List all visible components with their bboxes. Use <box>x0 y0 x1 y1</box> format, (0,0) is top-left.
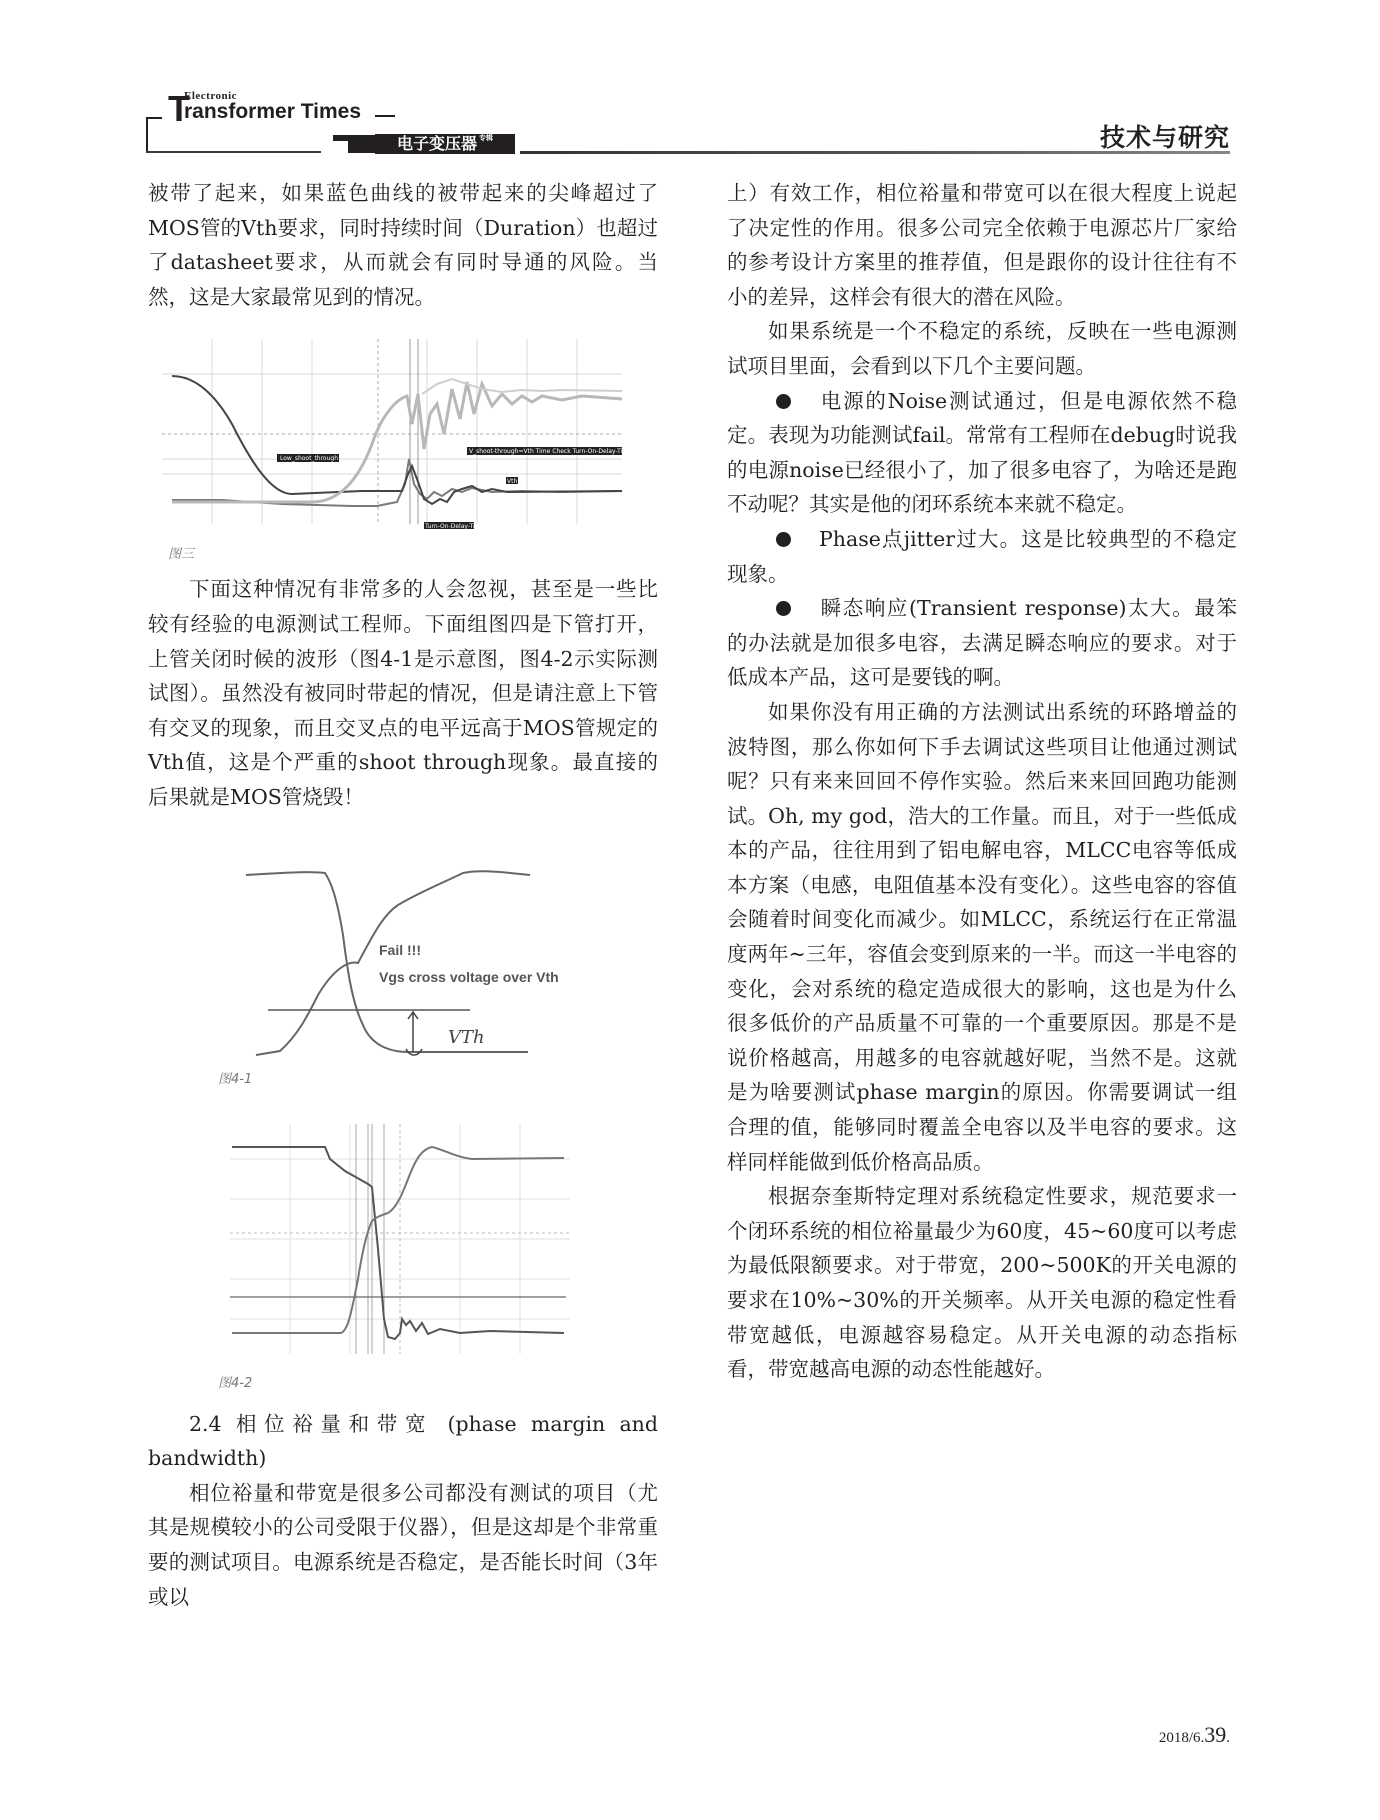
trace-upper-gate <box>232 1147 564 1339</box>
page-number: 39 <box>1204 1722 1227 1747</box>
scope-tag-right-text: V_shoot-through=Vth Time Check Turn-On-Delay-Time <box>469 448 632 456</box>
paragraph: 相位裕量和带宽是很多公司都没有测试的项目（尤其是规模较小的公司受限于仪器），但是这却是个非常重要的测试项目。电源系统是否稳定，是否能长时间（3年或以 <box>148 1480 658 1609</box>
figure-3-caption: 图三 <box>168 547 195 563</box>
figure-4-2-plot <box>210 1109 590 1359</box>
vth-arrow-icon <box>406 1012 422 1055</box>
logo-letter-t: T <box>168 88 190 129</box>
fail-annotation-detail: Vgs cross voltage over Vth <box>379 968 559 985</box>
folio-trail: . <box>1226 1730 1230 1746</box>
paragraph: 下面这种情况有非常多的人会忽视，甚至是一些比较有经验的电源测试工程师。下面组图四是下管打开，上管关闭时候的波形（图4-1是示意图，图4-2示实际测试图）。虽然没有被同时带起的情况，但是请注意上下管有交叉的现象，而且交叉点的电平远高于MOS管规定的Vth值，这是个严重的shoot through现象。最直接的后果就是MOS管烧毁！ <box>148 577 658 809</box>
bullet-text: 瞬态响应(Transient response)太大。最笨的办法就是加很多电容，去满足瞬态响应的要求。对于低成本产品，这可是要钱的啊。 <box>727 596 1237 690</box>
logo-transformer-times: ransformer Times <box>184 100 362 123</box>
paragraph: 上）有效工作，相位裕量和带宽可以在很大程度上说起了决定性的作用。很多公司完全依赖于电源芯片厂家给的参考设计方案里的推荐值，但是跟你的设计往往有不小的差异，这样会有很大的潜在风险。 <box>727 181 1237 309</box>
trace-lower-gate <box>232 1147 564 1333</box>
bullet-text: 电源的Noise测试通过，但是电源依然不稳定。表现为功能测试fail。常常有工程师在debug时说我的电源noise已经很小了，加了很多电容了，为啥还是跑不动呢？其实是他的闭环系统本来就不稳定。 <box>727 388 1237 517</box>
figure-4-1-schematic-waveform <box>208 845 588 1065</box>
brand-banner <box>375 134 515 154</box>
header-rule-right-dash <box>375 115 395 117</box>
brand-name: 电子变压器 <box>397 134 478 153</box>
section-title: 技术与研究 <box>1099 123 1230 152</box>
grid <box>162 339 622 524</box>
scope-tag-marker-text: Vth <box>507 478 518 486</box>
figure-4-1-caption: 图4-1 <box>218 1071 253 1087</box>
figure-3-oscilloscope-plot <box>162 334 632 531</box>
brand-superscript: 专辑 <box>479 134 494 142</box>
header-rule-left-dash <box>146 117 162 119</box>
scope-tag-left-text: Low_shoot_through <box>280 455 339 463</box>
issue-date: 2018/6. <box>1158 1730 1205 1746</box>
section-heading-2-4: 2.4 相位裕量和带宽 (phase margin and bandwidth) <box>148 1411 658 1471</box>
scope-tag-bottom-text: Turn-On-Delay-Time <box>425 523 485 531</box>
bullet-icon <box>776 601 791 616</box>
page-folio <box>1159 1722 1230 1748</box>
right-column <box>727 176 1237 1387</box>
figure-4-2-caption: 图4-2 <box>218 1375 253 1391</box>
paragraph: 如果你没有用正确的方法测试出系统的环路增益的波特图，那么你如何下手去调试这些项目让他通过测试呢？只有来来回回不停作实验。然后来来回回跑功能测试。Oh, my god，浩大的工作量。而且，对于一些低成本的产品，往往用到了铝电解电容，MLCC电容等低成本方案（电感，电阻值基本没有变化）。这些电容的容值会随着时间变化而减少。如MLCC，系统运行在正常温度两年~三年，容值会变到原来的一半。而这一半电容的变化，会对系统的稳定造成很大的影响，这也是为什么很多低价的产品质量不可靠的一个重要原因。那是不是说价格越高，用越多的电容就越好呢，当然不是。这就是为啥要测试phase margin的原因。你需要调试一组合理的值，能够同时覆盖全电容以及半电容的要求。这样同样能做到低价格高品质。 <box>727 699 1237 1174</box>
figure-4-1-plot <box>208 845 588 1055</box>
trace-upper-gate <box>246 872 528 1052</box>
bullet-item <box>727 522 1237 591</box>
trace-lower-gate <box>256 871 530 1055</box>
trace-vds <box>172 459 622 506</box>
paragraph: 被带了起来，如果蓝色曲线的被带起来的尖峰超过了MOS管的Vth要求，同时持续时间（Duration）也超过了datasheet要求，从而就会有同时导通的风险。当然，这是大家最常见到的情况。 <box>148 181 658 309</box>
bullet-text: Phase点jitter过大。这是比较典型的不稳定现象。 <box>727 526 1237 586</box>
figure-3-waveform <box>162 334 632 544</box>
bullet-icon <box>776 532 791 547</box>
bullet-item <box>727 384 1237 522</box>
vth-label: VTh <box>448 1026 485 1048</box>
brand-block-step <box>348 141 378 153</box>
logo-electronic: Electronic <box>184 90 238 102</box>
bullet-item <box>727 591 1237 695</box>
paragraph: 根据奈奎斯特定理对系统稳定性要求，规范要求一个闭环系统的相位裕量最少为60度，45~60度可以考虑为最低限额要求。对于带宽，200~500K的开关电源的要求在10%~30%的开关频率。从开关电源的稳定性看带宽越低，电源越容易稳定。从开关电源的动态指标看，带宽越高电源的动态性能越好。 <box>727 1184 1237 1382</box>
figure-4-2-measured-waveform <box>210 1109 590 1369</box>
header-rule-vertical <box>146 117 148 153</box>
bullet-icon <box>776 394 791 409</box>
fail-annotation: Fail !!! <box>379 941 421 958</box>
left-column <box>148 176 658 1614</box>
header-rule-left <box>146 151 321 153</box>
trace-vgs-low <box>172 376 622 504</box>
paragraph: 如果系统是一个不稳定的系统，反映在一些电源测试项目里面，会看到以下几个主要问题。 <box>727 319 1237 378</box>
trace-vgs-high <box>172 382 622 502</box>
